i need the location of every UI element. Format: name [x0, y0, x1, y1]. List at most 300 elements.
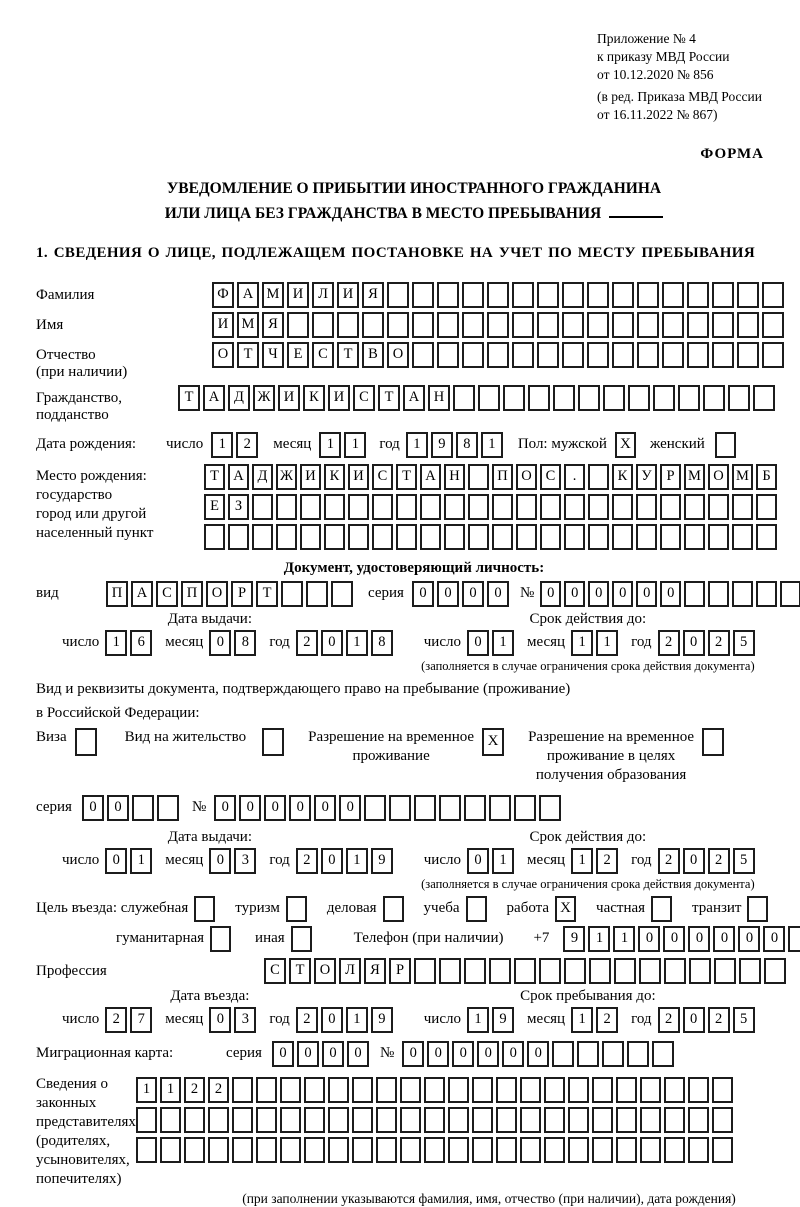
- char-cell[interactable]: [448, 1077, 469, 1103]
- char-cell[interactable]: [287, 312, 309, 338]
- char-cell[interactable]: 1: [492, 848, 514, 874]
- char-cell[interactable]: А: [131, 581, 153, 607]
- char-cell[interactable]: [437, 282, 459, 308]
- char-cell[interactable]: 0: [347, 1041, 369, 1067]
- char-cell[interactable]: [664, 1137, 685, 1163]
- purpose-tourism-checkbox[interactable]: [286, 896, 307, 922]
- char-cell[interactable]: [464, 958, 486, 984]
- char-cell[interactable]: О: [708, 464, 729, 490]
- char-cell[interactable]: Т: [256, 581, 278, 607]
- char-cell[interactable]: [640, 1107, 661, 1133]
- char-cell[interactable]: [732, 494, 753, 520]
- char-cell[interactable]: [614, 958, 636, 984]
- char-cell[interactable]: [537, 312, 559, 338]
- char-cell[interactable]: 0: [264, 795, 286, 821]
- char-cell[interactable]: [514, 795, 536, 821]
- char-cell[interactable]: [568, 1137, 589, 1163]
- char-cell[interactable]: [637, 282, 659, 308]
- char-cell[interactable]: [553, 385, 575, 411]
- char-cell[interactable]: [540, 494, 561, 520]
- char-cell[interactable]: П: [181, 581, 203, 607]
- char-cell[interactable]: С: [156, 581, 178, 607]
- char-cell[interactable]: [616, 1077, 637, 1103]
- char-cell[interactable]: Д: [228, 385, 250, 411]
- char-cell[interactable]: [208, 1107, 229, 1133]
- char-cell[interactable]: 2: [708, 630, 730, 656]
- char-cell[interactable]: Ф: [212, 282, 234, 308]
- char-cell[interactable]: [472, 1137, 493, 1163]
- char-cell[interactable]: Т: [178, 385, 200, 411]
- char-cell[interactable]: Е: [287, 342, 309, 368]
- char-cell[interactable]: П: [492, 464, 513, 490]
- char-cell[interactable]: 1: [467, 1007, 489, 1033]
- char-cell[interactable]: К: [324, 464, 345, 490]
- char-cell[interactable]: 1: [160, 1077, 181, 1103]
- char-cell[interactable]: [280, 1137, 301, 1163]
- char-cell[interactable]: [424, 1107, 445, 1133]
- char-cell[interactable]: 0: [452, 1041, 474, 1067]
- char-cell[interactable]: 1: [571, 848, 593, 874]
- char-cell[interactable]: [389, 795, 411, 821]
- char-cell[interactable]: 0: [713, 926, 735, 952]
- char-cell[interactable]: 1: [346, 848, 368, 874]
- char-cell[interactable]: [160, 1107, 181, 1133]
- purpose-business-checkbox[interactable]: [383, 896, 404, 922]
- char-cell[interactable]: [232, 1077, 253, 1103]
- char-cell[interactable]: [564, 524, 585, 550]
- char-cell[interactable]: Т: [237, 342, 259, 368]
- char-cell[interactable]: 1: [571, 1007, 593, 1033]
- char-cell[interactable]: 0: [321, 630, 343, 656]
- char-cell[interactable]: [708, 581, 729, 607]
- char-cell[interactable]: С: [264, 958, 286, 984]
- char-cell[interactable]: .: [564, 464, 585, 490]
- char-cell[interactable]: [660, 524, 681, 550]
- char-cell[interactable]: [780, 581, 800, 607]
- char-cell[interactable]: [662, 342, 684, 368]
- char-cell[interactable]: [587, 282, 609, 308]
- char-cell[interactable]: [712, 1077, 733, 1103]
- char-cell[interactable]: 9: [371, 1007, 393, 1033]
- char-cell[interactable]: 2: [708, 848, 730, 874]
- char-cell[interactable]: [708, 524, 729, 550]
- char-cell[interactable]: [762, 342, 784, 368]
- char-cell[interactable]: 1: [613, 926, 635, 952]
- char-cell[interactable]: [487, 282, 509, 308]
- char-cell[interactable]: 9: [492, 1007, 514, 1033]
- char-cell[interactable]: [687, 312, 709, 338]
- char-cell[interactable]: 0: [321, 1007, 343, 1033]
- char-cell[interactable]: Н: [444, 464, 465, 490]
- char-cell[interactable]: 1: [344, 432, 366, 458]
- char-cell[interactable]: Т: [337, 342, 359, 368]
- char-cell[interactable]: [712, 1107, 733, 1133]
- char-cell[interactable]: [376, 1107, 397, 1133]
- char-cell[interactable]: [352, 1137, 373, 1163]
- char-cell[interactable]: [328, 1107, 349, 1133]
- char-cell[interactable]: [496, 1077, 517, 1103]
- char-cell[interactable]: 0: [322, 1041, 344, 1067]
- char-cell[interactable]: [232, 1107, 253, 1133]
- char-cell[interactable]: 0: [209, 630, 231, 656]
- char-cell[interactable]: [753, 385, 775, 411]
- char-cell[interactable]: [660, 494, 681, 520]
- char-cell[interactable]: [684, 524, 705, 550]
- char-cell[interactable]: [637, 342, 659, 368]
- char-cell[interactable]: [737, 312, 759, 338]
- char-cell[interactable]: [589, 958, 611, 984]
- char-cell[interactable]: [328, 1137, 349, 1163]
- char-cell[interactable]: [256, 1137, 277, 1163]
- char-cell[interactable]: [640, 1077, 661, 1103]
- char-cell[interactable]: [732, 524, 753, 550]
- char-cell[interactable]: [464, 795, 486, 821]
- char-cell[interactable]: 0: [239, 795, 261, 821]
- char-cell[interactable]: Д: [252, 464, 273, 490]
- char-cell[interactable]: [568, 1107, 589, 1133]
- char-cell[interactable]: [160, 1137, 181, 1163]
- temp-permit-checkbox[interactable]: X: [482, 728, 504, 756]
- char-cell[interactable]: [552, 1041, 574, 1067]
- char-cell[interactable]: [468, 524, 489, 550]
- char-cell[interactable]: [204, 524, 225, 550]
- char-cell[interactable]: [281, 581, 303, 607]
- char-cell[interactable]: Т: [204, 464, 225, 490]
- char-cell[interactable]: 0: [638, 926, 660, 952]
- char-cell[interactable]: И: [300, 464, 321, 490]
- char-cell[interactable]: 0: [502, 1041, 524, 1067]
- char-cell[interactable]: 2: [296, 630, 318, 656]
- char-cell[interactable]: 2: [296, 1007, 318, 1033]
- char-cell[interactable]: [489, 958, 511, 984]
- char-cell[interactable]: 0: [209, 1007, 231, 1033]
- char-cell[interactable]: 0: [540, 581, 561, 607]
- char-cell[interactable]: [537, 282, 559, 308]
- char-cell[interactable]: [512, 282, 534, 308]
- char-cell[interactable]: [489, 795, 511, 821]
- char-cell[interactable]: Ч: [262, 342, 284, 368]
- char-cell[interactable]: [208, 1137, 229, 1163]
- char-cell[interactable]: А: [420, 464, 441, 490]
- char-cell[interactable]: [728, 385, 750, 411]
- char-cell[interactable]: 6: [130, 630, 152, 656]
- sex-female-checkbox[interactable]: [715, 432, 736, 458]
- char-cell[interactable]: [304, 1107, 325, 1133]
- char-cell[interactable]: [628, 385, 650, 411]
- char-cell[interactable]: [688, 1107, 709, 1133]
- char-cell[interactable]: 1: [136, 1077, 157, 1103]
- char-cell[interactable]: 0: [467, 630, 489, 656]
- char-cell[interactable]: [412, 282, 434, 308]
- char-cell[interactable]: 9: [371, 848, 393, 874]
- char-cell[interactable]: [348, 524, 369, 550]
- char-cell[interactable]: [448, 1107, 469, 1133]
- char-cell[interactable]: 0: [527, 1041, 549, 1067]
- char-cell[interactable]: [687, 342, 709, 368]
- char-cell[interactable]: [564, 494, 585, 520]
- char-cell[interactable]: [512, 312, 534, 338]
- char-cell[interactable]: [462, 282, 484, 308]
- char-cell[interactable]: 1: [319, 432, 341, 458]
- char-cell[interactable]: 0: [427, 1041, 449, 1067]
- char-cell[interactable]: [514, 958, 536, 984]
- char-cell[interactable]: [492, 524, 513, 550]
- char-cell[interactable]: [562, 312, 584, 338]
- char-cell[interactable]: [512, 342, 534, 368]
- char-cell[interactable]: [737, 282, 759, 308]
- char-cell[interactable]: К: [303, 385, 325, 411]
- char-cell[interactable]: О: [212, 342, 234, 368]
- char-cell[interactable]: [362, 312, 384, 338]
- char-cell[interactable]: [562, 282, 584, 308]
- char-cell[interactable]: [276, 494, 297, 520]
- char-cell[interactable]: [737, 342, 759, 368]
- char-cell[interactable]: И: [287, 282, 309, 308]
- char-cell[interactable]: [372, 524, 393, 550]
- char-cell[interactable]: 0: [214, 795, 236, 821]
- char-cell[interactable]: [703, 385, 725, 411]
- char-cell[interactable]: [304, 1077, 325, 1103]
- char-cell[interactable]: [612, 342, 634, 368]
- char-cell[interactable]: [587, 342, 609, 368]
- char-cell[interactable]: [352, 1107, 373, 1133]
- char-cell[interactable]: [616, 1107, 637, 1133]
- char-cell[interactable]: А: [403, 385, 425, 411]
- char-cell[interactable]: С: [353, 385, 375, 411]
- char-cell[interactable]: 0: [688, 926, 710, 952]
- char-cell[interactable]: Р: [231, 581, 253, 607]
- char-cell[interactable]: [252, 494, 273, 520]
- char-cell[interactable]: 0: [660, 581, 681, 607]
- char-cell[interactable]: [462, 312, 484, 338]
- char-cell[interactable]: 1: [105, 630, 127, 656]
- char-cell[interactable]: У: [636, 464, 657, 490]
- char-cell[interactable]: [420, 524, 441, 550]
- char-cell[interactable]: 1: [130, 848, 152, 874]
- char-cell[interactable]: [492, 494, 513, 520]
- char-cell[interactable]: [568, 1077, 589, 1103]
- char-cell[interactable]: 0: [738, 926, 760, 952]
- char-cell[interactable]: 0: [467, 848, 489, 874]
- char-cell[interactable]: 0: [663, 926, 685, 952]
- char-cell[interactable]: 5: [733, 630, 755, 656]
- char-cell[interactable]: И: [278, 385, 300, 411]
- char-cell[interactable]: [444, 494, 465, 520]
- char-cell[interactable]: [324, 524, 345, 550]
- char-cell[interactable]: [232, 1137, 253, 1163]
- char-cell[interactable]: 8: [234, 630, 256, 656]
- char-cell[interactable]: 1: [588, 926, 610, 952]
- purpose-private-checkbox[interactable]: [651, 896, 672, 922]
- char-cell[interactable]: 0: [107, 795, 129, 821]
- char-cell[interactable]: 9: [563, 926, 585, 952]
- char-cell[interactable]: 5: [733, 1007, 755, 1033]
- char-cell[interactable]: [412, 312, 434, 338]
- char-cell[interactable]: 0: [487, 581, 509, 607]
- char-cell[interactable]: [588, 524, 609, 550]
- char-cell[interactable]: 0: [314, 795, 336, 821]
- char-cell[interactable]: О: [314, 958, 336, 984]
- char-cell[interactable]: [612, 524, 633, 550]
- char-cell[interactable]: [472, 1107, 493, 1133]
- char-cell[interactable]: [448, 1137, 469, 1163]
- char-cell[interactable]: [662, 312, 684, 338]
- char-cell[interactable]: 2: [596, 848, 618, 874]
- char-cell[interactable]: 1: [406, 432, 428, 458]
- char-cell[interactable]: [577, 1041, 599, 1067]
- char-cell[interactable]: [256, 1077, 277, 1103]
- char-cell[interactable]: 0: [564, 581, 585, 607]
- char-cell[interactable]: 3: [234, 1007, 256, 1033]
- char-cell[interactable]: [132, 795, 154, 821]
- char-cell[interactable]: [764, 958, 786, 984]
- char-cell[interactable]: [396, 524, 417, 550]
- char-cell[interactable]: Р: [660, 464, 681, 490]
- char-cell[interactable]: 0: [462, 581, 484, 607]
- char-cell[interactable]: [478, 385, 500, 411]
- purpose-work-checkbox[interactable]: X: [555, 896, 576, 922]
- char-cell[interactable]: [312, 312, 334, 338]
- char-cell[interactable]: [520, 1077, 541, 1103]
- char-cell[interactable]: И: [337, 282, 359, 308]
- char-cell[interactable]: [439, 795, 461, 821]
- char-cell[interactable]: С: [540, 464, 561, 490]
- char-cell[interactable]: [714, 958, 736, 984]
- char-cell[interactable]: [588, 494, 609, 520]
- char-cell[interactable]: [712, 1137, 733, 1163]
- char-cell[interactable]: [400, 1137, 421, 1163]
- char-cell[interactable]: [184, 1107, 205, 1133]
- char-cell[interactable]: [420, 494, 441, 520]
- char-cell[interactable]: [762, 282, 784, 308]
- purpose-study-checkbox[interactable]: [466, 896, 487, 922]
- char-cell[interactable]: П: [106, 581, 128, 607]
- char-cell[interactable]: [412, 342, 434, 368]
- char-cell[interactable]: [496, 1107, 517, 1133]
- char-cell[interactable]: [636, 524, 657, 550]
- char-cell[interactable]: [540, 524, 561, 550]
- char-cell[interactable]: [712, 282, 734, 308]
- char-cell[interactable]: 5: [733, 848, 755, 874]
- char-cell[interactable]: [400, 1107, 421, 1133]
- char-cell[interactable]: Т: [396, 464, 417, 490]
- char-cell[interactable]: [588, 464, 609, 490]
- char-cell[interactable]: [528, 385, 550, 411]
- char-cell[interactable]: [157, 795, 179, 821]
- char-cell[interactable]: С: [372, 464, 393, 490]
- char-cell[interactable]: 2: [658, 630, 680, 656]
- char-cell[interactable]: [662, 282, 684, 308]
- char-cell[interactable]: [444, 524, 465, 550]
- char-cell[interactable]: [136, 1137, 157, 1163]
- char-cell[interactable]: [756, 524, 777, 550]
- char-cell[interactable]: [468, 494, 489, 520]
- char-cell[interactable]: [539, 958, 561, 984]
- char-cell[interactable]: 0: [339, 795, 361, 821]
- char-cell[interactable]: [684, 581, 705, 607]
- char-cell[interactable]: Т: [289, 958, 311, 984]
- char-cell[interactable]: А: [228, 464, 249, 490]
- char-cell[interactable]: Т: [378, 385, 400, 411]
- char-cell[interactable]: [684, 494, 705, 520]
- char-cell[interactable]: Ж: [253, 385, 275, 411]
- char-cell[interactable]: Л: [339, 958, 361, 984]
- char-cell[interactable]: Я: [362, 282, 384, 308]
- char-cell[interactable]: [228, 524, 249, 550]
- char-cell[interactable]: [487, 312, 509, 338]
- char-cell[interactable]: О: [516, 464, 537, 490]
- char-cell[interactable]: 0: [289, 795, 311, 821]
- char-cell[interactable]: [136, 1107, 157, 1133]
- residence-permit-checkbox[interactable]: [262, 728, 284, 756]
- char-cell[interactable]: Б: [756, 464, 777, 490]
- char-cell[interactable]: 0: [272, 1041, 294, 1067]
- char-cell[interactable]: Л: [312, 282, 334, 308]
- char-cell[interactable]: [184, 1137, 205, 1163]
- purpose-other-checkbox[interactable]: [291, 926, 312, 952]
- char-cell[interactable]: [324, 494, 345, 520]
- char-cell[interactable]: [414, 795, 436, 821]
- char-cell[interactable]: 3: [234, 848, 256, 874]
- char-cell[interactable]: Я: [364, 958, 386, 984]
- char-cell[interactable]: 0: [209, 848, 231, 874]
- char-cell[interactable]: [424, 1077, 445, 1103]
- char-cell[interactable]: 0: [683, 1007, 705, 1033]
- char-cell[interactable]: О: [206, 581, 228, 607]
- char-cell[interactable]: [304, 1137, 325, 1163]
- char-cell[interactable]: 0: [82, 795, 104, 821]
- char-cell[interactable]: 2: [658, 848, 680, 874]
- char-cell[interactable]: 0: [105, 848, 127, 874]
- char-cell[interactable]: М: [262, 282, 284, 308]
- char-cell[interactable]: [280, 1077, 301, 1103]
- char-cell[interactable]: [364, 795, 386, 821]
- char-cell[interactable]: Ж: [276, 464, 297, 490]
- char-cell[interactable]: [400, 1077, 421, 1103]
- char-cell[interactable]: [637, 312, 659, 338]
- char-cell[interactable]: [689, 958, 711, 984]
- char-cell[interactable]: 2: [658, 1007, 680, 1033]
- char-cell[interactable]: 0: [477, 1041, 499, 1067]
- char-cell[interactable]: [712, 342, 734, 368]
- char-cell[interactable]: 0: [412, 581, 434, 607]
- char-cell[interactable]: 2: [296, 848, 318, 874]
- char-cell[interactable]: 0: [437, 581, 459, 607]
- char-cell[interactable]: [537, 342, 559, 368]
- char-cell[interactable]: [712, 312, 734, 338]
- char-cell[interactable]: [612, 312, 634, 338]
- char-cell[interactable]: 7: [130, 1007, 152, 1033]
- char-cell[interactable]: [424, 1137, 445, 1163]
- char-cell[interactable]: А: [203, 385, 225, 411]
- char-cell[interactable]: [592, 1137, 613, 1163]
- char-cell[interactable]: [520, 1137, 541, 1163]
- purpose-humanitarian-checkbox[interactable]: [210, 926, 231, 952]
- char-cell[interactable]: 0: [636, 581, 657, 607]
- char-cell[interactable]: [437, 312, 459, 338]
- char-cell[interactable]: [280, 1107, 301, 1133]
- temp-permit-education-checkbox[interactable]: [702, 728, 724, 756]
- char-cell[interactable]: [328, 1077, 349, 1103]
- char-cell[interactable]: [387, 312, 409, 338]
- char-cell[interactable]: [256, 1107, 277, 1133]
- char-cell[interactable]: [539, 795, 561, 821]
- char-cell[interactable]: [516, 524, 537, 550]
- visa-checkbox[interactable]: [75, 728, 97, 756]
- char-cell[interactable]: 2: [105, 1007, 127, 1033]
- purpose-official-checkbox[interactable]: [194, 896, 215, 922]
- char-cell[interactable]: [739, 958, 761, 984]
